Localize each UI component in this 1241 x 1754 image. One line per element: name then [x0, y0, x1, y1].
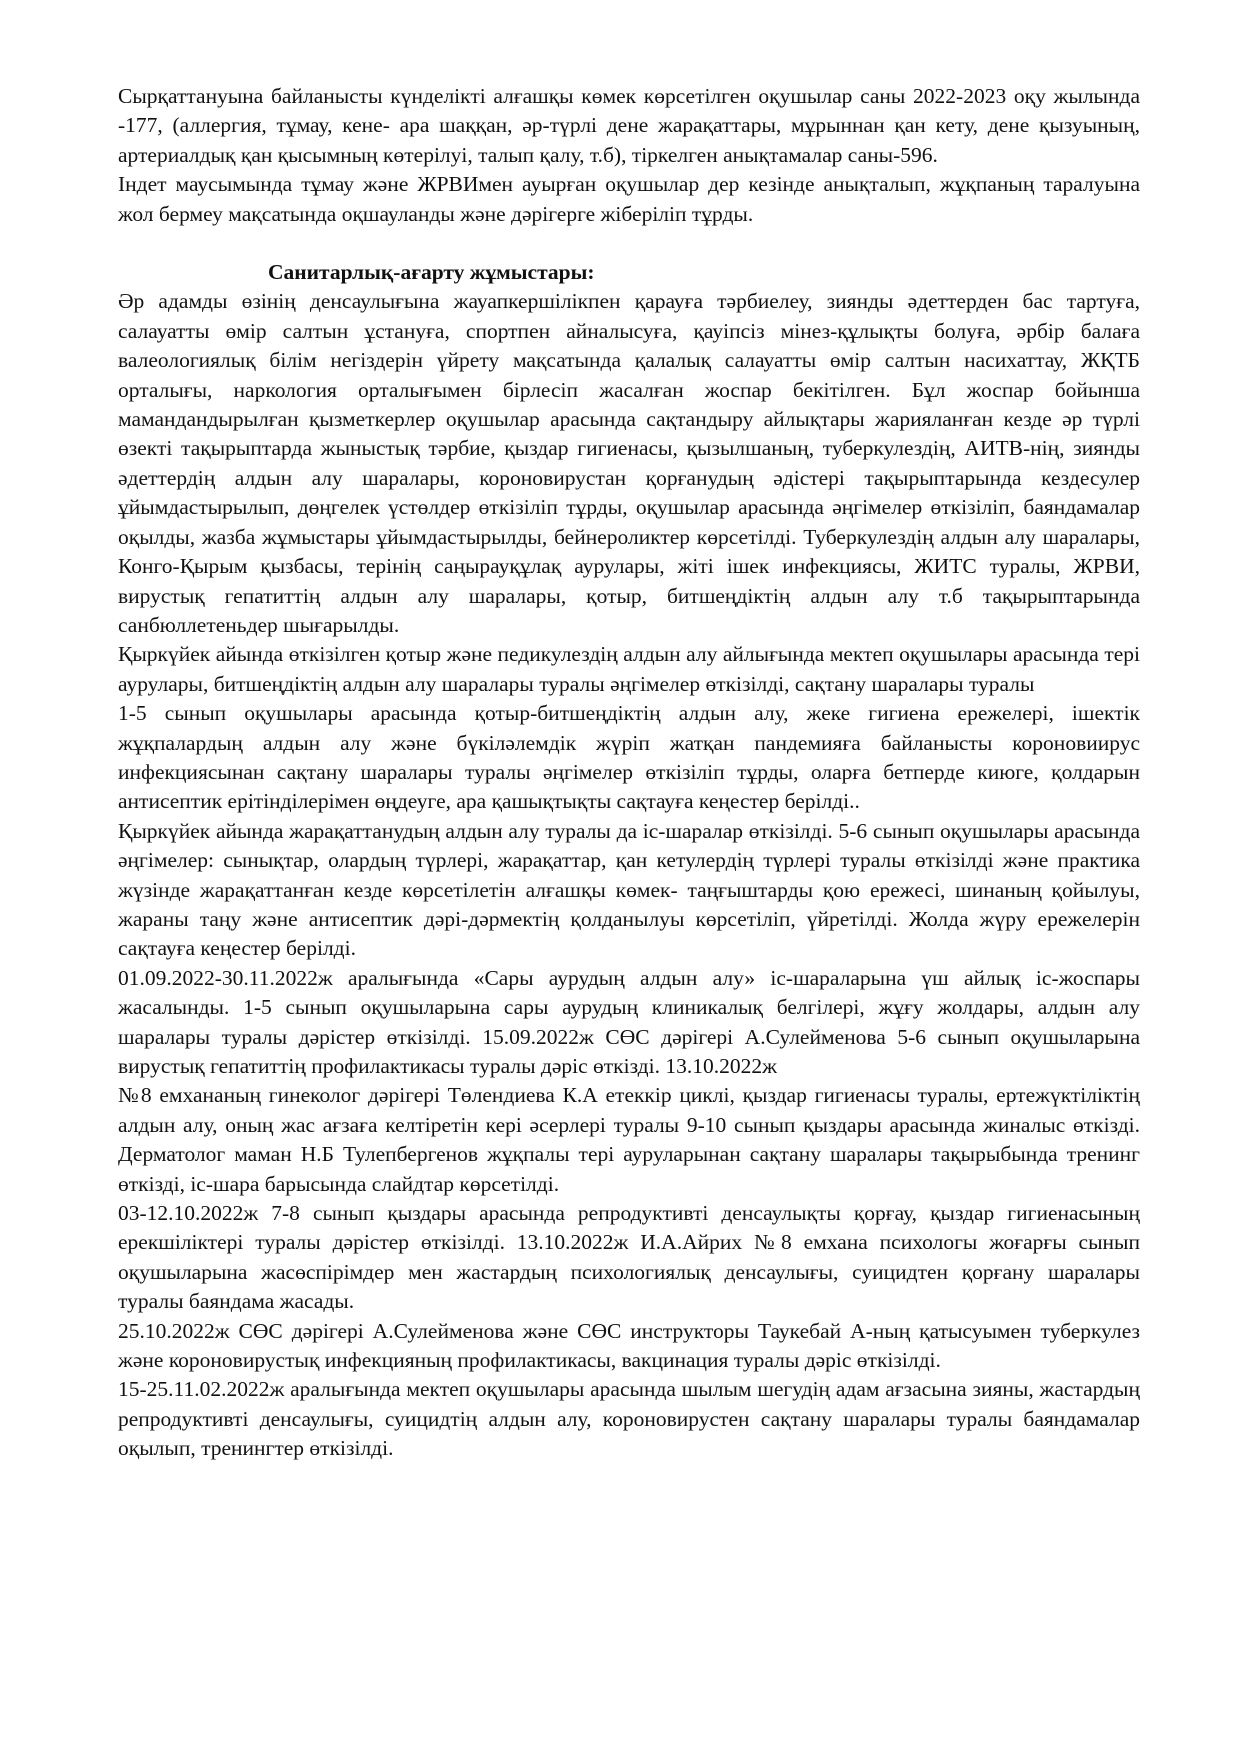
intro-paragraph: Індет маусымында тұмау және ЖРВИмен ауырған оқушылар дер кезінде анықталып, жұқпаның таралуына жол бермеу мақсатында оқшауланды және дәрігерге жіберіліп тұрды. — [118, 172, 1140, 226]
body-paragraph: №8 емхананың гинеколог дәрігері Төлендиева К.А етеккір циклі, қыздар гигиенасы туралы, ертежүктіліктің алдын алу, оның жас ағзаға келтіретін кері әсерлері туралы 9-10 сынып қыздары арасында жиналыс өткізді. Дерматолог маман Н.Б Тулепбергенов жұқпалы тері ауруларынан сақтану шаралары тақырыбында тренинг өткізді, іс-шара барысында слайдтар көрсетілді. — [118, 1083, 1140, 1196]
body-paragraph: Қыркүйек айында жарақаттанудың алдын алу туралы да іс-шаралар өткізілді. 5-6 сынып оқушылары арасында әңгімелер: сынықтар, олардың түрлері, жарақаттар, қан кетулердің түрлері туралы өткізілді және практика жүзінде жарақаттанған кезде көрсетілетін алғашқы көмек- таңғыштарды қою ережесі, шинаның қойылуы, жараны таңу және антисептик дәрі-дәрмектің қолданылуы көрсетіліп, үйретілді. Жолда жүру ережелерін сақтауға кеңестер берілді. — [118, 818, 1140, 961]
body-paragraph: 03-12.10.2022ж 7-8 сынып қыздары арасында репродуктивті денсаулықты қорғау, қыздар гигиенасының ерекшіліктері туралы дәрістер өткізілді. 13.10.2022ж И.А.Айрих №8 емхана психологы жоғарғы сынып оқушыларына жасөспірімдер мен жастардың психологиялық денсаулығы, суицидтен қорғану шаралары туралы баяндама жасады. — [118, 1201, 1140, 1314]
body-paragraph: Әр адамды өзінің денсаулығына жауапкершілікпен қарауға тәрбиелеу, зиянды әдеттерден бас тартуға, салауатты өмір салтын ұстануға, спортпен айналысуға, қауіпсіз мінез-құлықты болуға, әрбір балаға валеологиялық білім негіздерін үйрету мақсатында қалалық салауатты өмір салтын насихаттау, ЖҚТБ орталығы, наркология орталығымен бірлесіп жасалған жоспар бекітілген. Бұл жоспар бойынша мамандандырылған қызметкерлер оқушылар арасында сақтандыру айлықтары жарияланған кезде әр түрлі өзекті тақырыптарда жыныстық тәрбие, қыздар гигиенасы, қызылшаның, туберкулездің, АИТВ-нің, зиянды әдеттердің алдын алу шаралары, короновирустан қорғанудың әдістері тақырыптарында кездесулер ұйымдастырылып, дөңгелек үстөлдер өткізіліп тұрды, оқушылар арасында әңгімелер өткізіліп, баяндамалар оқылды, жазба жұмыстары ұйымдастырылды, бейнероликтер көрсетілді. Туберкулездің алдын алу шаралары, Конго-Қырым қызбасы, терінің саңырауқұлақ аурулары, жіті ішек инфекциясы, ЖИТС туралы, ЖРВИ, вирустық гепатиттің алдын алу шаралары, қотыр, битшеңдіктің алдын алу т.б тақырыптарында санбюллетеньдер шығарылды. — [118, 289, 1140, 637]
body-paragraph: 15-25.11.02.2022ж аралығында мектеп оқушылары арасында шылым шегудің адам ағзасына зияны, жастардың репродуктивті денсаулығы, суицидтің алдын алу, короновирустен сақтану шаралары туралы баяндамалар оқылып, тренингтер өткізілді. — [118, 1377, 1140, 1461]
intro-paragraph: Сырқаттануына байланысты күнделікті алғашқы көмек көрсетілген оқушылар саны 2022-2023 оқу жылында -177, (аллергия, тұмау, кене- ара шаққан, әр-түрлі дене жарақаттары, мұрыннан қан кету, дене қызуының, артериалдық қан қысымның көтерілуі, талып қалу, т.б), тіркелген анықтамалар саны-596. — [118, 84, 1140, 167]
body-paragraph: 1-5 сынып оқушылары арасында қотыр-битшеңдіктің алдын алу, жеке гигиена ережелері, ішектік жұқпалардың алдын алу және бүкіләлемдік жүріп жатқан пандемияға байланысты короновиирус инфекциясынан сақтану шаралары туралы әңгімелер өткізіліп тұрды, оларға бетперде киюге, қолдарын антисептик ерітінділерімен өңдеуге, ара қашықтықты сақтауға кеңестер берілді.. — [118, 701, 1140, 814]
document-page — [118, 82, 1140, 1464]
body-paragraph: Қыркүйек айында өткізілген қотыр және педикулездің алдын алу айлығында мектеп оқушылары арасында тері аурулары, битшеңдіктің алдын алу шаралары туралы әңгімелер өткізілді, сақтану шаралары туралы — [118, 642, 1140, 696]
section-heading: Санитарлық-ағарту жұмыстары: — [268, 260, 595, 285]
paragraph-gap — [118, 229, 1140, 258]
body-paragraph: 25.10.2022ж СӨС дәрігері А.Сулейменова және СӨС инструкторы Таукебай А-ның қатысуымен туберкулез және короновирустық инфекцияның профилактикасы, вакцинация туралы дәріс өткізілді. — [118, 1318, 1140, 1373]
body-paragraph: 01.09.2022-30.11.2022ж аралығында «Сары аурудың алдын алу» іс-шараларына үш айлық іс-жоспары жасалынды. 1-5 сынып оқушыларына сары аурудың клиникалық белгілері, жұғу жолдары, алдын алу шаралары туралы дәрістер өткізілді. 15.09.2022ж СӨС дәрігері А.Сулейменова 5-6 сынып оқушыларына вирустық гепатиттің профилактикасы туралы дәріс өткізді. 13.10.2022ж — [118, 965, 1140, 1078]
